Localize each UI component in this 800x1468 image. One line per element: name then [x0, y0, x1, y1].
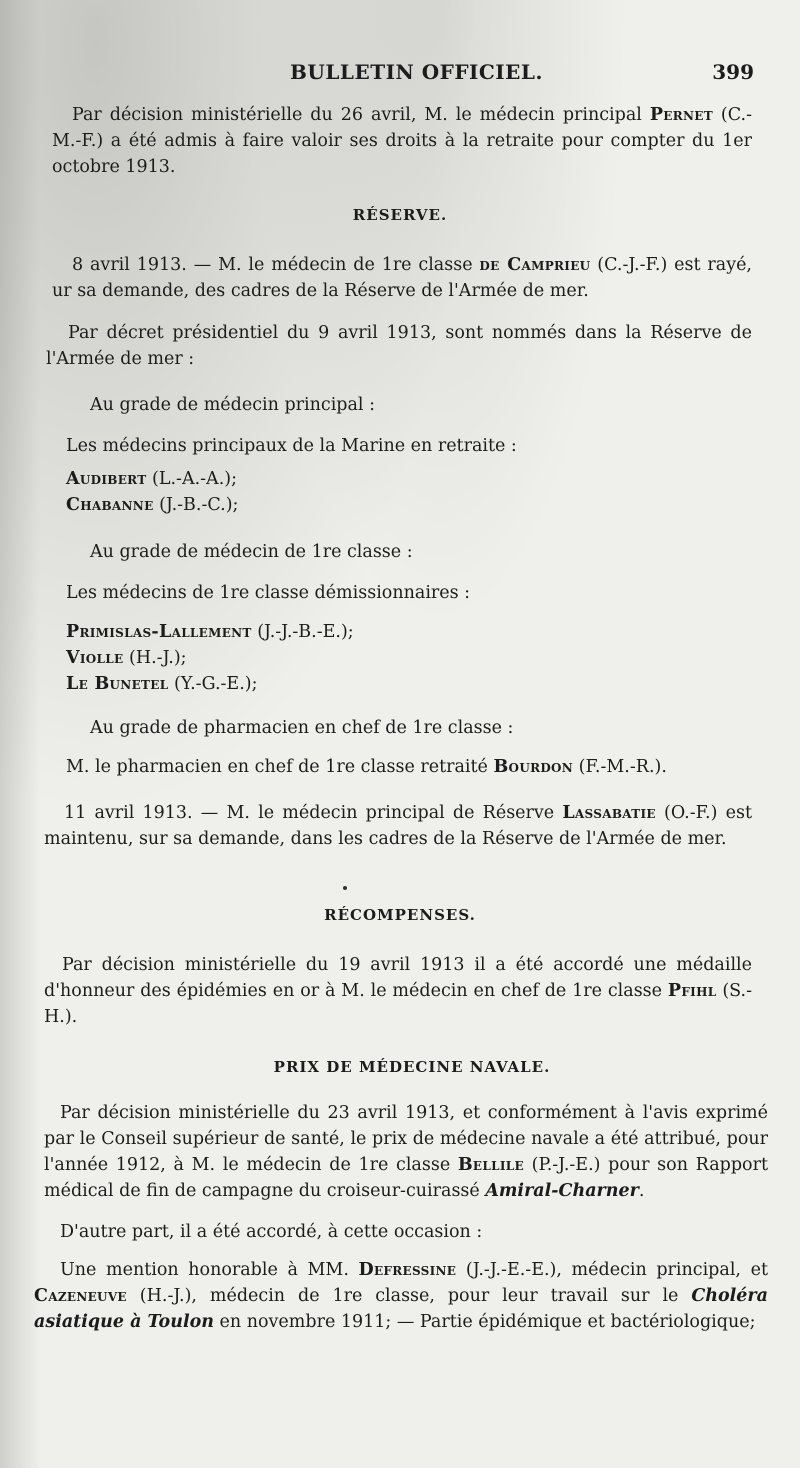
page-header	[0, 60, 800, 90]
person-line	[66, 466, 466, 492]
initials: (L.-A.-A.);	[146, 469, 237, 489]
paragraph-decree: Par décret présidentiel du 9 avril 1913, sont nommés dans la Réserve de l'Armée de mer :	[46, 323, 752, 369]
paragraph-retraite	[52, 102, 752, 180]
person-name: Primislas-Lallement	[66, 622, 252, 642]
heading-reserve: RÉSERVE.	[352, 206, 448, 224]
person-name: Defressine	[358, 1260, 457, 1280]
person-line	[66, 671, 566, 697]
text: M. le pharmacien en chef de 1re classe retraité	[66, 757, 494, 777]
group-label-2: Les médecins de 1re classe démissionnaires :	[66, 583, 471, 603]
text: Par décision ministérielle du 26 avril, M. le médecin principal	[72, 105, 650, 125]
paragraph-recompenses	[44, 952, 752, 1030]
person-line	[66, 619, 566, 645]
paragraph-mention	[34, 1257, 768, 1335]
text: Par décision ministérielle du 19 avril 1913 il a été accordé une médaille d'honneur des épidémies en or à M. le médecin en chef de 1re classe	[44, 955, 752, 1001]
text: 8 avril 1913. — M. le médecin de 1re classe	[72, 255, 480, 275]
paragraph-reserve-entry1	[52, 252, 752, 304]
person-name: Bourdon	[493, 757, 574, 777]
initials: (J.-J.-B.-E.);	[251, 622, 354, 642]
text: Une mention honorable à MM.	[60, 1260, 359, 1280]
text: (P.-J.-E.) pour son Rapport médical de fin de campagne du croiseur-cuirassé	[44, 1155, 768, 1201]
ship-name: Amiral-Charner	[485, 1181, 639, 1201]
group-label-1: Les médecins principaux de la Marine en retraite :	[66, 436, 517, 456]
text: (J.-J.-E.-E.), médecin principal, et	[456, 1260, 768, 1280]
text: (S.-H.).	[44, 981, 752, 1027]
running-title: BULLETIN OFFICIEL.	[290, 60, 543, 84]
initials: (H.-J.);	[123, 648, 187, 668]
initials: (J.-B.-C.);	[153, 495, 239, 515]
person-name: Violle	[66, 648, 124, 668]
initials: (Y.-G.-E.);	[168, 674, 258, 694]
text: (H.-J.), médecin de 1re classe, pour leur travail sur le	[126, 1286, 692, 1306]
text: (C.-M.-F.) a été admis à faire valoir ses droits à la retraite pour compter du 1er octobre 1913.	[52, 105, 752, 177]
grade-heading-2: Au grade de médecin de 1re classe :	[90, 542, 413, 562]
person-name: de Campriеu	[479, 255, 591, 275]
work-title: Choléra asiatique à Toulon	[34, 1286, 768, 1332]
ink-speck	[343, 886, 347, 890]
person-name: Cazeneuve	[34, 1286, 127, 1306]
person-name: Pernet	[649, 105, 713, 125]
person-line	[66, 645, 566, 671]
heading-recompenses: RÉCOMPENSES.	[324, 906, 476, 924]
grade-heading-3: Au grade de pharmacien en chef de 1re classe :	[90, 718, 514, 738]
text: en novembre 1911; — Partie épidémique et bactériologique;	[213, 1312, 756, 1332]
text: (O.-F.) est maintenu, sur sa demande, dans les cadres de la Réserve de l'Armée de mer.	[44, 803, 752, 849]
grade-heading-1: Au grade de médecin principal :	[90, 395, 375, 415]
person-name: Lassabatie	[562, 803, 656, 823]
text: (C.-J.-F.) est rayé, ur sa demande, des cadres de la Réserve de l'Armée de mer.	[52, 255, 752, 301]
person-name: Pfihl	[667, 981, 717, 1001]
page-number: 399	[712, 60, 754, 84]
text: .	[638, 1181, 645, 1201]
person-name: Le Bunetel	[66, 674, 169, 694]
paragraph-autre-part: D'autre part, il a été accordé, à cette occasion :	[60, 1222, 483, 1242]
paragraph-reserve-entry2	[44, 800, 752, 852]
person-name: Audibert	[66, 469, 147, 489]
person-line	[66, 492, 466, 518]
paragraph-prix	[44, 1100, 768, 1204]
person-name: Bellile	[457, 1155, 524, 1175]
person-name: Chabanne	[66, 495, 154, 515]
text: (F.-M.-R.).	[573, 757, 667, 777]
text: Par décision ministérielle du 23 avril 1913, et conformément à l'avis exprimé par le Conseil supérieur de santé, le prix de médecine navale a été attribué, pour l'année 1912, à M. le médecin de 1re classe	[44, 1103, 768, 1175]
text: 11 avril 1913. — M. le médecin principal de Réserve	[64, 803, 563, 823]
heading-prix: PRIX DE MÉDECINE NAVALE.	[273, 1058, 551, 1076]
paragraph-pharmacien	[66, 754, 756, 780]
